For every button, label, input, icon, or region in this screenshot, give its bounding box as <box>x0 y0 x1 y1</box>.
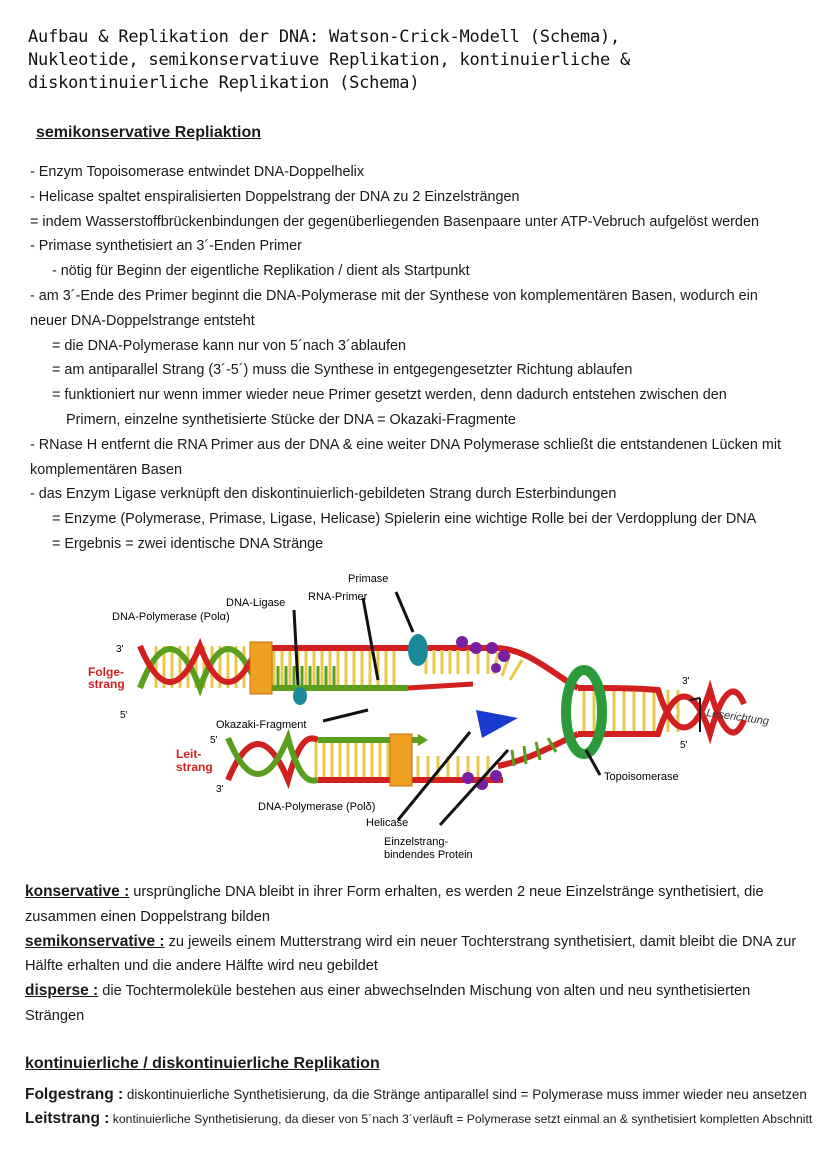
line-leitstrang <box>25 1107 815 1131</box>
definition-text: Strängen <box>25 1007 85 1024</box>
section-body-kontinuierlich <box>25 1083 815 1131</box>
body-line: = indem Wasserstoffbrückenbindungen der gegenüberliegenden Basenpaare unter ATP-Vebruch aufgelöst werden <box>30 213 759 230</box>
term-folgestrang: Folgestrang : <box>25 1086 124 1103</box>
body-line: - Helicase spaltet enspiralisierten Doppelstrang der DNA zu 2 Einzelsträngen <box>30 188 520 205</box>
label-folgestrang-2: strang <box>88 677 125 691</box>
body-line: neuer DNA-Doppelstrange entsteht <box>30 312 255 329</box>
body-line: - Primase synthetisiert an 3´-Enden Primer <box>30 238 302 255</box>
label-okazaki: Okazaki-Fragment <box>216 719 307 731</box>
term-disperse: disperse : <box>25 982 99 1000</box>
label-leitstrang-1: Leit- <box>176 747 202 761</box>
polymerase-alpha-shape <box>250 642 272 694</box>
label-primase: Primase <box>348 573 389 585</box>
definitions-block <box>25 880 815 1029</box>
body-line: = Ergebnis = zwei identische DNA Stränge <box>52 535 324 552</box>
body-line: - nötig für Beginn der eigentliche Replikation / dient als Startpunkt <box>52 263 470 280</box>
definition-text: die Tochtermoleküle bestehen aus einer abwechselnden Mischung von alten und neu synthetisierten <box>98 983 751 1000</box>
label-dna-ligase: DNA-Ligase <box>226 597 286 609</box>
definition-text: ursprüngliche DNA bleibt in ihrer Form erhalten, es werden 2 neue Einzelstränge synthetisiert, die <box>129 884 764 900</box>
label-5-prime-upper: 5' <box>120 710 128 721</box>
label-einzelstrang-1: Einzelstrang- <box>384 836 449 848</box>
definition-konservativ <box>25 880 815 905</box>
definition-text: Hälfte erhalten und die andere Hälfte wird neu gebildet <box>25 958 378 975</box>
label-einzelstrang-2: bindendes Protein <box>384 849 473 861</box>
primase-shape <box>408 634 428 666</box>
definition-semikonservativ <box>25 930 815 955</box>
replication-fork-diagram <box>78 570 778 870</box>
body-line: - das Enzym Ligase verknüpft den diskontinuierlich-gebildeten Strang durch Esterbindungen <box>30 486 617 503</box>
label-topoisomerase: Topoisomerase <box>604 771 679 783</box>
label-rna-primer: RNA-Primer <box>308 591 368 603</box>
label-leitstrang-2: strang <box>176 760 213 774</box>
polymerase-delta-shape <box>390 734 412 786</box>
label-polymerase-delta: DNA-Polymerase (Polδ) <box>258 801 376 813</box>
label-5-prime-lower: 5' <box>210 735 218 746</box>
label-5-prime-right: 5' <box>680 740 688 751</box>
body-line: Primern, einzelne synthetisierte Stücke der DNA = Okazaki-Fragmente <box>66 411 516 428</box>
label-leserichtung: Leserichtung <box>705 707 770 728</box>
helicase-shape <box>476 710 518 738</box>
title-line-2: Nukleotide, semikonservatiuve Replikation, kontinuierliche & <box>28 50 631 70</box>
label-helicase: Helicase <box>366 817 409 829</box>
definition-text: zu jeweils einem Mutterstrang wird ein neuer Tochterstrang synthetisiert, damit bleibt die DNA zur <box>164 933 797 950</box>
body-line: - RNase H entfernt die RNA Primer aus der DNA & eine weiter DNA Polymerase schließt die entstandenen Lücken mit <box>30 436 782 453</box>
label-polymerase-alpha: DNA-Polymerase (Polα) <box>112 611 230 623</box>
label-3-prime-right: 3' <box>682 676 690 687</box>
ligase-shape <box>293 687 307 705</box>
definition-text: zusammen einen Doppelstrang bilden <box>25 908 271 925</box>
body-line: = am antiparallel Strang (3´-5´) muss die Synthese in entgegengesetzter Richtung ablaufen <box>52 362 633 379</box>
body-line: komplementären Basen <box>30 461 182 478</box>
body-line: = die DNA-Polymerase kann nur von 5´nach 3´ablaufen <box>52 337 406 354</box>
body-line: = Enzyme (Polymerase, Primase, Ligase, Helicase) Spielerin eine wichtige Rolle bei der Verdopplung der DNA <box>52 511 757 528</box>
section-heading-kontinuierlich: kontinuierliche / diskontinuierliche Replikation <box>25 1055 380 1072</box>
leitstrang-text: kontinuierliche Synthetisierung, da dieser von 5´nach 3´verläuft = Polymerase setzt einmal an & synthetisiert kompletten Abschnitt <box>109 1112 813 1126</box>
body-line: - am 3´-Ende des Primer beginnt die DNA-Polymerase mit der Synthese von komplementären Basen, wodurch ein <box>30 287 758 304</box>
label-3-prime-upper: 3' <box>116 644 124 655</box>
folgestrang-text: diskontinuierliche Synthetisierung, da die Stränge antiparallel sind = Polymerase muss immer wieder neu ansetzen <box>123 1087 807 1102</box>
line-folgestrang <box>25 1083 815 1107</box>
title-line-3: diskontinuierliche Replikation (Schema) <box>28 73 420 93</box>
section-heading-semikonservativ: semikonservative Repliaktion <box>36 124 261 141</box>
term-leitstrang: Leitstrang : <box>25 1110 110 1127</box>
label-3-prime-lower: 3' <box>216 784 224 795</box>
definition-disperse <box>25 979 815 1004</box>
title-line-1: Aufbau & Replikation der DNA: Watson-Crick-Modell (Schema), <box>28 27 621 47</box>
section-body-semikonservativ <box>30 160 820 557</box>
term-semikonservativ: semikonservative : <box>25 932 165 950</box>
page-title <box>28 26 808 95</box>
body-line: = funktioniert nur wenn immer wieder neue Primer gesetzt werden, denn dadurch entstehen zwischen den <box>52 387 727 404</box>
body-line: - Enzym Topoisomerase entwindet DNA-Doppelhelix <box>30 164 365 180</box>
term-konservativ: konservative : <box>25 883 130 900</box>
label-folgestrang-1: Folge- <box>88 665 124 679</box>
